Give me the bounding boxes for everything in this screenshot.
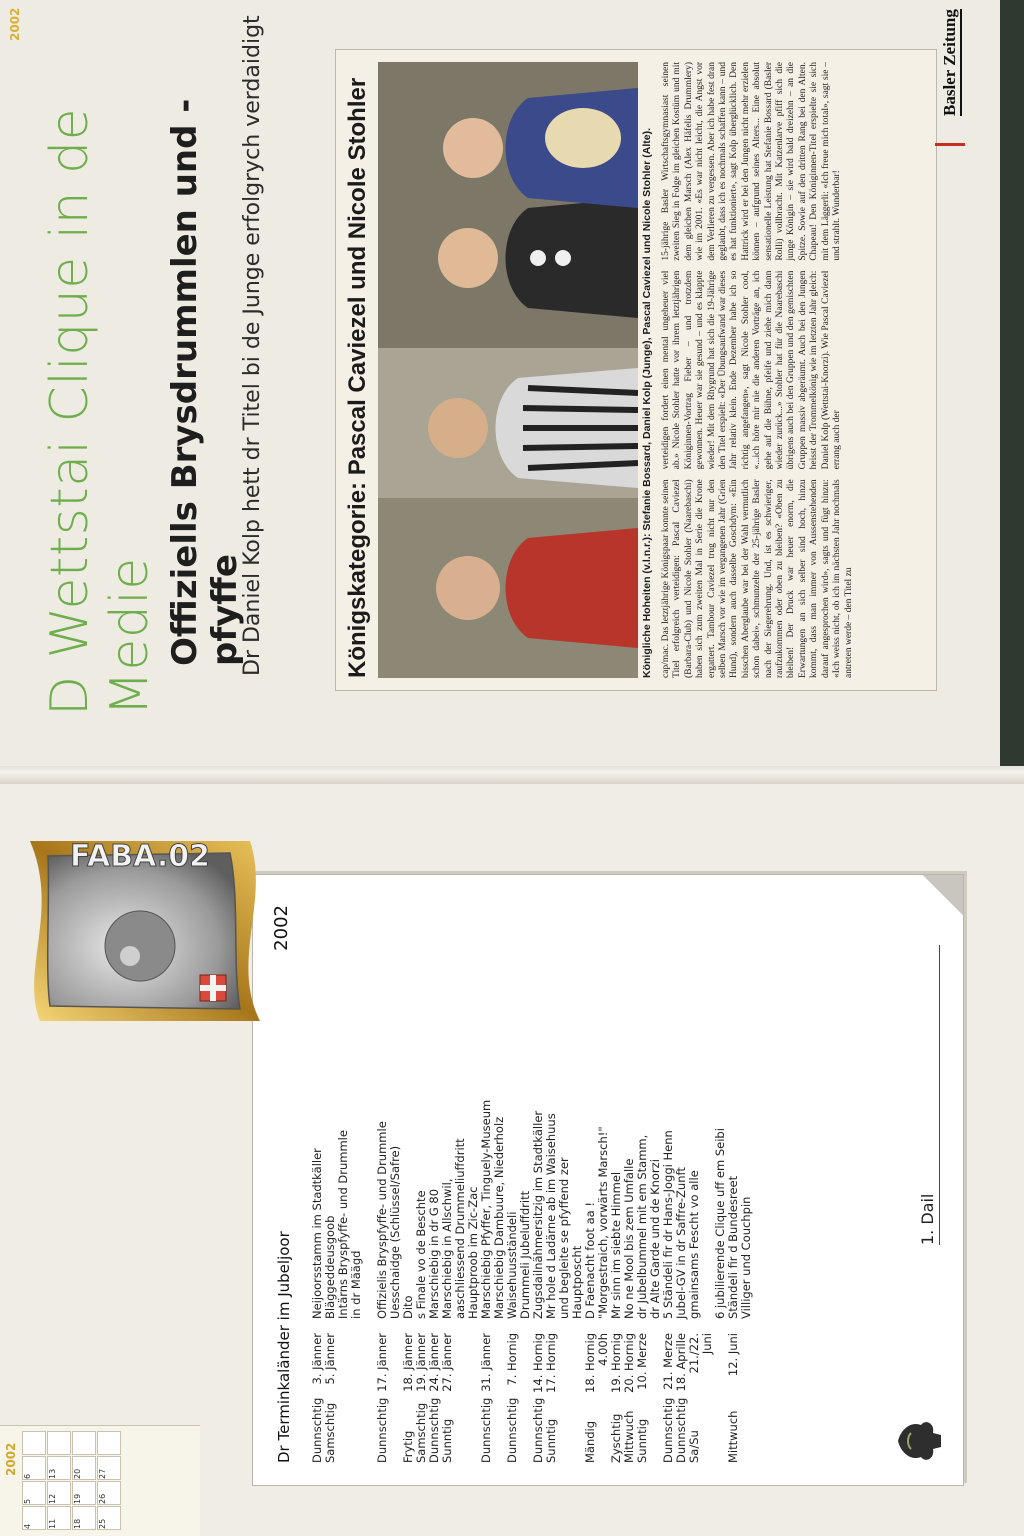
calendar-day: Mittwuch: [622, 1410, 636, 1463]
photo-figures: [378, 62, 638, 678]
year-corner: 2002: [8, 7, 22, 41]
calendar-date: 17. Jänner: [375, 1333, 389, 1392]
calendar-date: 24. Jänner: [427, 1333, 441, 1392]
clipping-column-2: verteidigen fordert einen mental ungeheuer viel ab.» Nicole Stohler hatte vor ihrem letztjährigen Königinnen-Vortrag Fieber – und trotzdem gewonnen. Heuer war sie gesund – und es klappte wieder! Mit dem Rhygrund hat sich die 19-Jährige den Titel erspielt: «Der Übungsaufwand war dieses Jahr relativ klein. Ende Dezember habe ich so richtig angefangen», sagt Nicole Stohler cool, «...ich höre mir nie die anderen Vorträge an, ich gehe auf die Bühne, pfeife und ziehe mich dann wieder zurück...» Stohler hat für die Naarebaschi übrigens auch bei den Gruppen und den gemischten Gruppen massiv abgeräumt. Auch bei den Jungen heisst der Trommelkönig wie im letzten Jahr gleich: Daniel Kolp (Wettstai-Knorzi). Wie Pascal Caviezel errang auch der: [661, 270, 843, 470]
mini-calendar-day: 27: [98, 1468, 107, 1479]
calendar-date: [454, 1319, 467, 1395]
mini-calendar-cell: [47, 1456, 71, 1480]
calendar-date: [558, 1319, 571, 1395]
calendar-text: Marschiebig in Allschwil,: [440, 1178, 454, 1319]
calendar-day: Sunntig: [544, 1418, 558, 1463]
calendar-text: Waisehuusständeli: [505, 1211, 519, 1319]
calendar-date: 12. Juni: [726, 1333, 740, 1377]
mini-calendar-cell: [97, 1481, 121, 1505]
calendar-date: 19. Jänner: [414, 1333, 428, 1392]
tree-icon: [893, 1411, 943, 1471]
calendar-day: Samschtig: [323, 1402, 337, 1463]
calendar-date: 18. Jänner: [401, 1333, 415, 1392]
calendar-day: Dunnschtig: [661, 1397, 675, 1463]
calendar-date: 18. Aprille: [674, 1333, 688, 1392]
mini-calendar-cell: [97, 1431, 121, 1455]
calendar-text: Zugsdailnähmersitzig im Stadtkäller: [531, 1110, 545, 1319]
source-logo: Basler Zeitung: [940, 9, 962, 116]
calendar-text: Drummeli Jubeluffdritt: [518, 1190, 532, 1319]
calendar-date: 27. Jänner: [440, 1333, 454, 1392]
calendar-text: Mr hole d Ladärne ab im Waisehuus: [544, 1113, 558, 1319]
mini-calendar-cell: [97, 1506, 121, 1530]
mini-calendar-day: 11: [48, 1518, 57, 1529]
mini-calendar-cell: [47, 1431, 71, 1455]
calendar-day: [558, 1395, 571, 1463]
calendar-date: 14. Hornig: [531, 1333, 545, 1393]
calendar-date: [350, 1319, 363, 1395]
calendar-text: 5 Ständeli fir dr Hans-Joggi Henn: [661, 1130, 675, 1319]
calendar-text: s Finale vo de Beschte: [414, 1190, 428, 1319]
calendar-day: Dunnschtig: [427, 1397, 441, 1463]
mini-calendar-year: 2002: [4, 1442, 18, 1476]
calendar-day: Sa/Su: [687, 1430, 701, 1463]
clipping-body: [661, 62, 926, 678]
mini-calendar: [0, 1425, 200, 1536]
newspaper-clipping: [335, 49, 937, 691]
calendar-text: Hauptproob im Zic-Zac: [466, 1186, 480, 1319]
calendar-row: [454, 883, 467, 1463]
calendar-card: [252, 874, 964, 1486]
calendar-text: Marschiebig Pfyffer, Tinguely-Museum: [479, 1099, 493, 1319]
calendar-text: dr Alte Garde und de Knorzi: [648, 1159, 662, 1319]
calendar-day: Dunnschtig: [479, 1397, 493, 1463]
calendar-day: Dunnschtig: [375, 1397, 389, 1463]
mini-calendar-day: 25: [98, 1518, 107, 1529]
calendar-text: D Faenacht foot aa !: [583, 1202, 597, 1319]
mini-calendar-day: 6: [23, 1473, 32, 1479]
calendar-row: [688, 883, 714, 1463]
calendar-row: [558, 883, 571, 1463]
calendar-date: 17. Hornig: [544, 1333, 558, 1393]
source-accent-bar: [935, 143, 965, 146]
calendar-text: No ne Mool bis zem Umfalle: [622, 1158, 636, 1319]
mini-calendar-day: 5: [23, 1498, 32, 1504]
calendar-text: Bläggeddeusgoob: [323, 1215, 337, 1319]
mini-calendar-cell: [97, 1456, 121, 1480]
part-label: 1. Dail: [918, 1193, 937, 1245]
calendar-text: dr Jubelbummel mit em Stamm,: [635, 1134, 649, 1319]
calendar-date: 20. Hornig: [622, 1333, 636, 1393]
calendar-text: Uesschaidge (Schlüssel/Safre): [388, 1145, 402, 1319]
calendar-date: 5. Jänner: [323, 1333, 337, 1385]
calendar-text: und begleite se pfyffend zer: [557, 1157, 571, 1319]
calendar-date: 19. Hornig: [609, 1333, 623, 1393]
mini-calendar-day: 18: [73, 1518, 82, 1529]
mini-calendar-cell: [22, 1431, 46, 1455]
mini-calendar-day: 20: [73, 1468, 82, 1479]
binding-edge: [1000, 0, 1024, 766]
calendar-text: Villiger und Couchpin: [739, 1196, 753, 1319]
calendar-day: Dunnschtig: [674, 1397, 688, 1463]
calendar-text: Marschiebig in dr G 80: [427, 1188, 441, 1319]
calendar-day: [454, 1395, 467, 1463]
part-divider: [939, 945, 940, 1245]
calendar-text: "Morgestraich, vorwärts Marsch!": [596, 1126, 610, 1319]
calendar-text: gmainsams Fescht vo alle: [687, 1170, 701, 1319]
calendar-day: Mändig: [583, 1420, 597, 1463]
page-subline: Dr Daniel Kolp hett dr Titel bi de Junge erfolgrych verdaidigt: [240, 15, 265, 676]
mini-calendar-day: 19: [73, 1493, 82, 1504]
mini-calendar-cell: [22, 1456, 46, 1480]
calendar-text: Offizielis Bryspfyffe- und Drummle: [375, 1121, 389, 1319]
clipping-column-1: cap/mac. Das letztjährige Königspaar konnte seinen Titel erfolgreich verteidigen: Pascal Caviezel (Barbara-Club) und Nicole Stohler (Naarebaschi) haben sich zum zweiten Mal in Serie die Krone ergattert. Tambour Caviezel trug nicht nur den selben Marsch vor wie im vergangenen Jahr (Grien Hund), sondern auch dasselbe Goschdym: «Ein bisschen Aberglaube war bei der Wahl vermutlich schon dabei», schmunzelte der 25-jährige Basler nach der Siegerehrung. Und, ist es schwieriger, raufzukommen oder oben zu bleiben? «Oben zu bleiben! Der Druck war heuer enorm, die Erwartungen an sich selber sind hoch, hinzu kommt, dass man immer von Aussenstehenden darauf angesprochen wird», sagts und fügt hinzu: «Ich weiss nicht, ob ich im nächsten Jahr nochmals antreten werde – den Titel zu: [661, 479, 854, 678]
calendar-text: aaschliessend Drummeliuffdritt: [453, 1138, 467, 1319]
mini-calendar-cell: [22, 1481, 46, 1505]
calendar-text: 6 jubilierende Clique uff em Seibi: [713, 1128, 727, 1319]
calendar-date: 18. Hornig: [583, 1333, 597, 1393]
mini-calendar-day: 12: [48, 1493, 57, 1504]
calendar-year: 2002: [271, 905, 292, 951]
faba-badge-image: [20, 831, 270, 1031]
calendar-text: Ständeli fir d Bundesreet: [726, 1175, 740, 1319]
mini-calendar-day: 26: [98, 1493, 107, 1504]
calendar-day: Sunntig: [440, 1418, 454, 1463]
mini-calendar-grid: [22, 1431, 121, 1530]
calendar-list: [311, 883, 753, 1463]
calendar-text: in dr Määgd: [349, 1250, 363, 1319]
calendar-day: Sunntig: [635, 1418, 649, 1463]
clipping-caption: Königliche Hoheiten (v.l.n.r.): Stefanie Bossard, Daniel Kolp (Junge), Pascal Caviezel und Nicole Stohler (Alte).: [641, 128, 653, 678]
calendar-day: Frytig: [401, 1430, 415, 1463]
calendar-day: Dunnschtig: [310, 1397, 324, 1463]
calendar-title: Dr Terminkaländer im Jubeljoor: [275, 1231, 293, 1463]
calendar-day: [337, 1395, 350, 1463]
calendar-text: Neijoorsstamm im Stadtkäller: [310, 1148, 324, 1319]
calendar-day: Mittwuch: [726, 1410, 740, 1463]
page-headline: Offiziells Brysdrummlen und -pfyffe: [165, 98, 245, 666]
badge-text: FABA.02: [69, 839, 211, 874]
mini-calendar-cell: [72, 1456, 96, 1480]
mini-calendar-cell: [47, 1506, 71, 1530]
calendar-row: [740, 883, 753, 1463]
calendar-day: Dunnschtig: [531, 1397, 545, 1463]
calendar-date: 4.00h: [596, 1333, 610, 1366]
clipping-headline: Königskategorie: Pascal Caviezel und Nicole Stohler: [344, 77, 371, 678]
calendar-text: Hauptposcht: [570, 1245, 584, 1319]
calendar-day: Dunnschtig: [505, 1397, 519, 1463]
mini-calendar-cell: [47, 1481, 71, 1505]
mini-calendar-cell: [22, 1506, 46, 1530]
calendar-page: [0, 776, 1024, 1536]
calendar-text: Intärns Bryspfyffe- und Drummle: [336, 1130, 350, 1319]
mini-calendar-cell: [72, 1481, 96, 1505]
calendar-text: Dito: [401, 1295, 415, 1319]
calendar-row: [350, 883, 363, 1463]
calendar-date: 7. Hornig: [505, 1333, 519, 1386]
calendar-row: [337, 883, 350, 1463]
calendar-row: [727, 883, 740, 1463]
mini-calendar-day: 13: [48, 1468, 57, 1479]
clipping-column-3: 15-jährige Basler Wirtschaftsgymnasiast seinen zweiten Sieg in Folge im gleichen Kostüm und mit dem gleichen Marsch (Alex Häfelis Drummlery) wie im 2001. «Es war nicht leicht, die Angst vor dem Verlieren zu vergessen. Aber ich habe fest dran geglaubt, dass ich es nochmals schaffen kann – und es hat funktioniert», sagt Kolp überglücklich. Den Hattrick wird er bei den Jungen nicht mehr erzielen können – aufgrund seines Alters... Eine absolut sensationelle Leistung hat Stefanie Bossard (Basler Rolli) vollbracht. Mit Katzenlarve pfiff sich die junge Königin – sie wird bald dreizehn – an die Spitze. Sowie auf den dritten Rang bei den Alten. Chapeau! Den Königinnen-Titel erspielte sie sich mit dem Läggerli: «Ich freue mich total», sagt sie – und strahlt. Wunderbar!: [661, 61, 843, 261]
calendar-date: 3. Jänner: [310, 1333, 324, 1385]
calendar-day: Samschtig: [414, 1402, 428, 1463]
calendar-date: 21. Merze: [661, 1333, 675, 1390]
page-title: D Wettstai Clique in de Medie: [40, 107, 160, 716]
calendar-day: [740, 1395, 753, 1463]
mini-calendar-cell: [72, 1506, 96, 1530]
clipping-photo: [378, 62, 638, 678]
calendar-date: 31. Jänner: [479, 1333, 493, 1392]
page-curl: [923, 875, 963, 915]
calendar-text: Marschiebig Dambuure, Niederholz: [492, 1116, 506, 1319]
mini-calendar-cell: [72, 1431, 96, 1455]
calendar-date: 21./22. Juni: [687, 1333, 714, 1374]
calendar-row: [506, 883, 519, 1463]
calendar-day: [350, 1395, 363, 1463]
mini-calendar-day: 4: [23, 1523, 32, 1529]
calendar-date: [740, 1319, 753, 1395]
calendar-text: Mr sinn im siebte Himmel: [609, 1171, 623, 1319]
calendar-day: Zyschtig: [609, 1413, 623, 1463]
calendar-text: Jubel-GV in dr Saffre-Zunft: [674, 1167, 688, 1319]
calendar-date: 10. Merze: [635, 1333, 649, 1390]
calendar-date: [337, 1319, 350, 1395]
calendar-row: [714, 883, 727, 1463]
